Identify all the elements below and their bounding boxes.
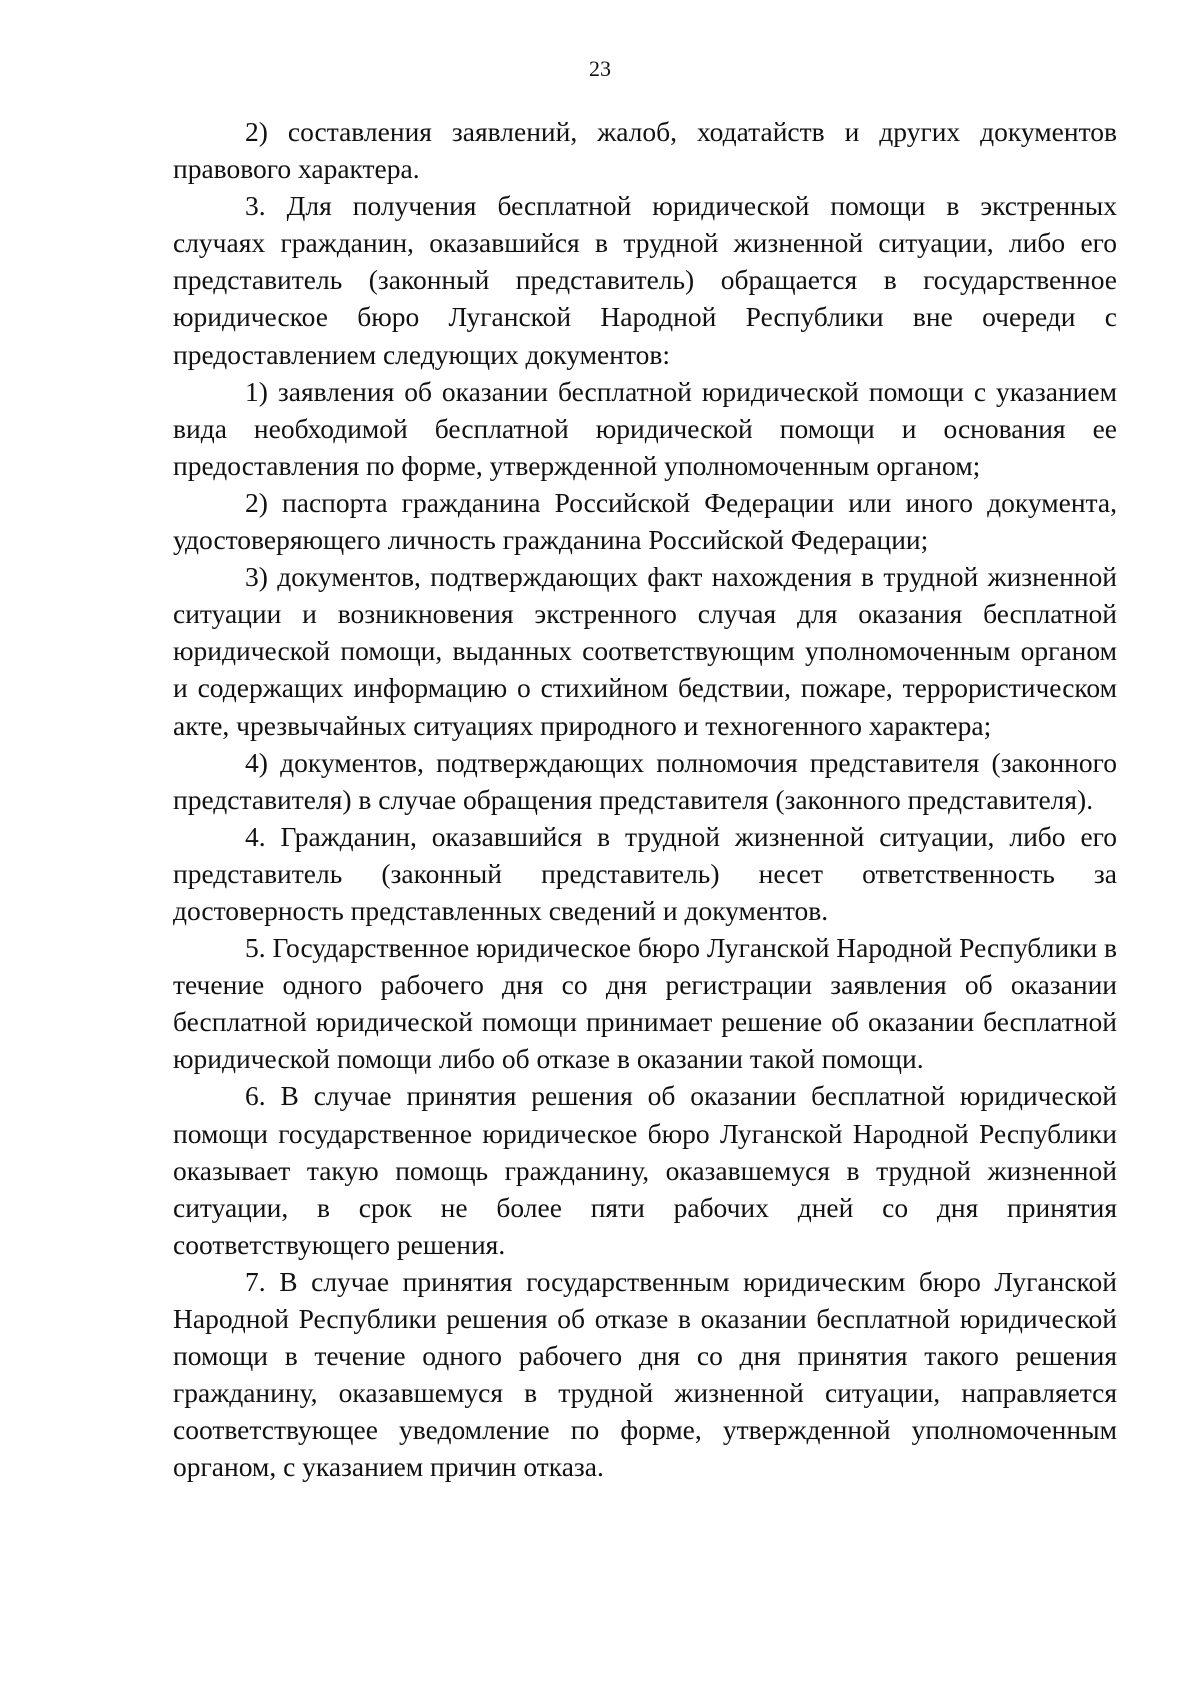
paragraph-6-assistance: 6. В случае принятия решения об оказании бесплатной юридической помощи государственное юридическое бюро Луганской Народной Республики оказывает такую помощь гражданину, оказавшемуся в трудной жизненной ситуации, в срок не более пяти рабочих дней со дня принятия соответствующего решения. xyxy=(173,1080,1117,1260)
paragraph-item-3-supporting-documents: 3) документов, подтверждающих факт нахождения в трудной жизненной ситуации и возникновения экстренного случая для оказания бесплатной юридической помощи, выданных соответствующим уполномоченным органом и содержащих информацию о стихийном бедствии, пожаре, террористическом акте, чрезвычайных ситуациях природного и техногенного характера; xyxy=(173,561,1117,741)
paragraph-item-4-representative-documents: 4) документов, подтверждающих полномочия представителя (законного представителя) в случае обращения представителя (законного представителя). xyxy=(173,746,1117,815)
paragraph-4-responsibility: 4. Гражданин, оказавшийся в трудной жизненной ситуации, либо его представитель (законный представитель) несет ответственность за достоверность представленных сведений и документов. xyxy=(173,820,1117,926)
paragraph-item-2-passport: 2) паспорта гражданина Российской Федерации или иного документа, удостоверяющего личность гражданина Российской Федерации; xyxy=(173,486,1117,556)
paragraph-5-decision: 5. Государственное юридическое бюро Луганской Народной Республики в течение одного рабочего дня со дня регистрации заявления об оказании бесплатной юридической помощи принимает решение об оказании бесплатной юридической помощи либо об отказе в оказании такой помощи. xyxy=(173,932,1117,1075)
paragraph-3-emergency-application: 3. Для получения бесплатной юридической помощи в экстренных случаях гражданин, оказавшийся в трудной жизненной ситуации, либо его представитель (законный представитель) обращается в государственное юридическое бюро Луганской Народной Республики вне очереди с предоставлением следующих документов: xyxy=(173,190,1117,370)
paragraph-item-2-drafting: 2) составления заявлений, жалоб, ходатайств и других документов правового характера. xyxy=(173,116,1117,185)
page-number: 23 xyxy=(589,56,611,81)
paragraph-7-refusal: 7. В случае принятия государственным юридическим бюро Луганской Народной Республики решения об отказе в оказании бесплатной юридической помощи в течение одного рабочего дня со дня принятия такого решения гражданину, оказавшемуся в трудной жизненной ситуации, направляется соответствующее уведомление по форме, утвержденной уполномоченным органом, с указанием причин отказа. xyxy=(173,1265,1117,1483)
document-body xyxy=(173,113,1117,1485)
paragraph-item-1-application: 1) заявления об оказании бесплатной юридической помощи с указанием вида необходимой бесплатной юридической помощи и основания ее предоставления по форме, утвержденной уполномоченным органом; xyxy=(173,375,1117,481)
